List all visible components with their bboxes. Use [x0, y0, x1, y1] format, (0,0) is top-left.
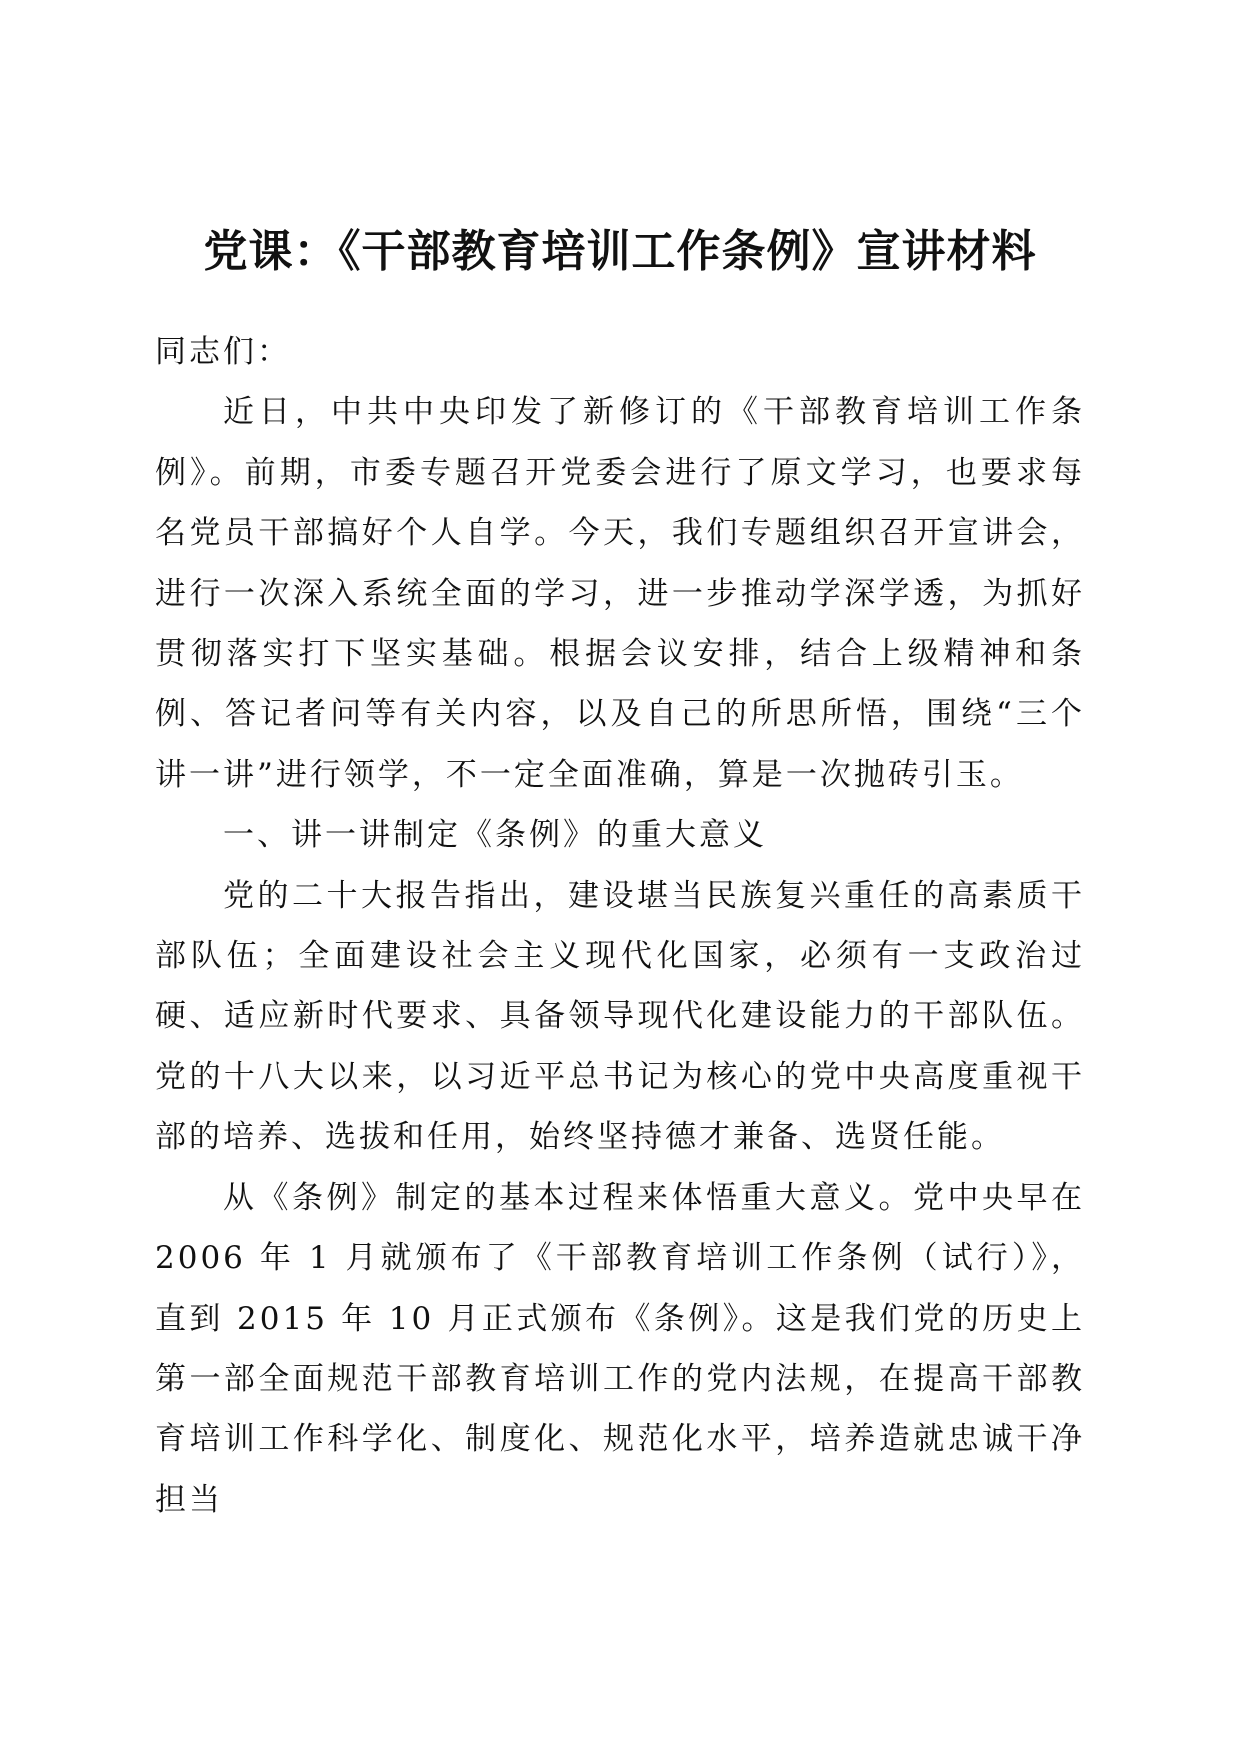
salutation: 同志们： — [155, 334, 291, 370]
paragraph-intro: 近日，中共中央印发了新修订的《干部教育培训工作条例》。前期，市委专题召开党委会进行了原文学习，也要求每名党员干部搞好个人自学。今天，我们专题组织召开宣讲会，进行一次深入系统全面的学习，进一步推动学深学透，为抓好贯彻落实打下坚实基础。根据会议安排，结合上级精神和条例、答记者问等有关内容，以及自己的所思所悟，围绕“三个讲一讲”进行领学，不一定全面准确，算是一次抛砖引玉。 — [155, 394, 1085, 793]
document-title: 党课：《干部教育培训工作条例》宣讲材料 — [203, 226, 1037, 277]
paragraph-history: 从《条例》制定的基本过程来体悟重大意义。党中央早在 2006 年 1 月就颁布了《干部教育培训工作条例（试行）》，直到 2015 年 10 月正式颁布《条例》。这是我们党的历史上第一部全面规范干部教育培训工作的党内法规，在提高干部教育培训工作科学化、制度化、规范化水平，培养造就忠诚干净担当 — [155, 1179, 1085, 1518]
section-heading: 一、讲一讲制定《条例》的重大意义 — [223, 817, 767, 854]
document-body — [155, 322, 1085, 1530]
paragraph-report: 党的二十大报告指出，建设堪当民族复兴重任的高素质干部队伍；全面建设社会主义现代化国家，必须有一支政治过硬、适应新时代要求、具备领导现代化建设能力的干部队伍。党的十八大以来，以习近平总书记为核心的党中央高度重视干部的培养、选拔和任用，始终坚持德才兼备、选贤任能。 — [155, 877, 1085, 1156]
